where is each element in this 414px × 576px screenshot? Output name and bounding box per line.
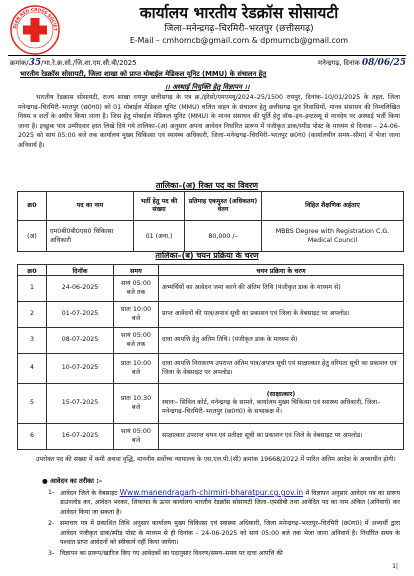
letter-date: मनेन्द्रगढ़, दिनांक 08/06/25 [318,58,406,68]
notice-heading: ।। अस्थाई नियुक्ति हेतु विज्ञापन ।। [164,83,250,91]
district-line: जिला–मनेन्द्रगढ़–चिरमिरी–भरतपुर (छत्तीसगढ़) [164,24,314,34]
table-b-caption: तालिका–(ब) चयन प्रक्रिया के चरण [155,251,259,260]
table-row: 2 01-07-2025 प्रातः 10:00 बजे प्राप्त आवेदनों की पात्र/अपात्र सूची का प्रकाशन एवं जिला के वेबसाइट पर अपलोड। [18,302,404,328]
closing-paragraph: उपरोक्त पद की संख्या में कमी अथवा वृद्धि, माननीय सर्वोच्च न्यायालय के एस.एल.पी.(सी) क्रमांक 19668/2022 में पारित अंतिम आदेश के अध्याधीन होगी। [36,456,396,463]
table-row: 1 24-06-2025 सायं 05:00 बजे तक अभ्यर्थियों का आवेदन जमा करने की अंतिम तिथि (पंजीकृत डाक के माध्यम से) [18,276,404,302]
table-row: 4 10-07-2025 प्रातः 10:00 बजे दावा आपत्ति निराकरण उपरान्त अंतिम पात्र/अपात्र सूची एवं साक्षात्कार हेतु वरियता सूची का प्रकाशन एवं जिला के वेबसाइट पर अपलोड। [18,354,404,384]
application-method-heading: ● आवेदन का तरीका :– [42,477,103,485]
red-cross-logo [10,5,60,55]
organization-name: कार्यालय भारतीय रेडक्रॉस सोसायटी [139,3,339,22]
list-item: 3- विज्ञापन का प्रारूप/खारिज किए गए आवेदकों का पदानुसार विवरण/समय–समय पर दावा आपत्ति की [48,550,283,558]
letterhead [70,3,408,46]
vacancy-table [17,191,404,252]
selection-schedule-table [17,264,404,450]
table-row: (अ) एम0बी0बी0एस0 चिकित्सा अधिकारी 01 (अना.) 80,000 /– MBBS Degree with Registration C.G. Medical Council [18,221,404,252]
page-number: 1| [392,563,398,570]
interview-heading: (साक्षात्कार) [266,390,296,398]
intro-paragraph: भारतीय रेडक्रास सोसायटी, राज्य शाखा रायपुर छत्तीसगढ़ के पत्र क्र./इंरेसो/एमएमयू/2024–25/1500 रायपुर, दिनांक–10/01/2025 के तहत, जिला मनेन्द्रगढ़–चिरमिरी–भरतपुर (छ0ग0) को 01 मोबाईल मेडिकल यूनिट (MMU) चलित वाहन के संचालन हेतु छत्तीसगढ़ मूल निवासियों, मानव संसाधन की निम्नलिखित नियम व शर्तों के अधीन किया जाना है। जिस हेतु मोबाईल मेडिकल यूनिट (MMU) के मानव संसाधन की पूर्ति हेतु वॉक–इन–इन्टरव्यू से मानदेय पर अस्थाई भर्ती किया जाना है। इच्छुक पात्र उम्मीदवार हस्त लिखे दिये गये तालिका–(अ) अनुसार अपना आवेदन निर्धारित प्रारूप में पंजीकृत डाक/स्पीड पोस्ट के माध्यम से दिनांक – 24-06-2025 को सायं 05:00 बजे तक कार्यालय मुख्य चिकित्सा एवं स्वास्थ्य अधिकारी, जिला–मनेन्द्रगढ़–चिरमिरी–भरतपुर छ0ग0 (कार्यालयीन समय–सीमा) में भेजा जाना अनिवार्य है। [18,94,400,149]
email-line: E-Mail – cmhomcb@gmail.com & dpmumcb@gmail.com [129,36,349,45]
bullet-icon: ● [42,477,48,485]
table-header-row: क्र0 पद का नाम भर्ती हेतु पद की संख्या प्रतिमाह एकमुश्त (अधिकतम) वेतन विहित शैक्षणिक अर्हताए [18,192,404,221]
reference-line: क्रमांक/35/भा.रे.क्र.सो./जि.शा.एम.सी.बी/2025 मनेन्द्रगढ़, दिनांक 08/06/25 [10,58,406,68]
list-item: 1- आवेदन जिले के वेबसाइट Www.manendragarh-chirmiri-bharatpur.cg.gov.in में विज्ञापन अनुसार आवेदन पत्र का प्रारूप डाउनलोड कर, आवेदन भरकर, लिफाफा के ऊपर कार्यालय भारतीय रेडक्रॉस सोसायटी जिला–एमसीबी तथा आवेदित पद का नाम अंकित (अनिवार्य) कर आवेदन किया जा सकता है। [48,488,401,516]
reference-number: 35 [28,58,42,68]
table-row: 5 15-07-2025 प्रातः 10:30 बजे (साक्षात्कार) स्थानः– सिविल कोर्ट, मनेन्द्रगढ़ के सामने, कार्यालय मुख्य चिकित्सा एवं स्वास्थ्य अधिकारी, जिला–मनेन्द्रगढ़–चिरमिरी–भरतपुर (छ0ग0) के सभाकक्ष में। [18,384,404,424]
list-item: 2- समाचार पत्र में प्रकाशित तिथि अनुसार कार्यालय मुख्य चिकित्सा एवं स्वास्थ्य अधिकारी, जिला मनेन्द्रगढ़–भरतपुर–चिरमिरी (छ0ग0) में अभ्यर्थी द्वारा आवेदन पंजीकृत डाक/स्पीड पोस्ट के माध्यम से ही दिनांक – 24-06-2025 को सायं 05:00 बजे तक भेजा जाना अनिवार्य है। निर्धारित समय के पश्चात प्राप्त आवेदनों को स्वीकार्य नहीं किया जायेगा। [48,520,400,547]
application-conditions [48,488,400,561]
svg-text:INDIAN RED CROSS SOCIETY: DIAN RED CROSS SOCIET [12,7,58,31]
table-header-row: क्र0 दिनॉक समय चयन प्रक्रिया के चरण [18,265,404,276]
district-website-link[interactable]: Www.manendragarh-chirmiri-bharatpur.cg.gov.in [119,488,304,497]
table-a-caption: तालिका–(अ) रिक्त पद का विवरण [155,181,259,190]
table-row: 6 16-07-2025 सायं 05:00 बजे साक्षात्कार उपरान्त चयन एवं प्रतीक्षा सूची का प्रकाशन एवं जिले के वेबसाइट पर अपलोड। [18,424,404,450]
header-divider [8,55,406,56]
table-row: 3 08-07-2025 सायं 05:00 बजे तक दावा आपत्ति हेतु अंतिम तिथि। (पंजीकृत डाक के माध्यम से) [18,328,404,354]
subject-line: भारतीय रेडक्रॉस सोसायटी, जिला शाखा को प्राप्त मोबाईल मेडिकल यूनिट (MMU) के संचालन हेतु [20,70,267,78]
